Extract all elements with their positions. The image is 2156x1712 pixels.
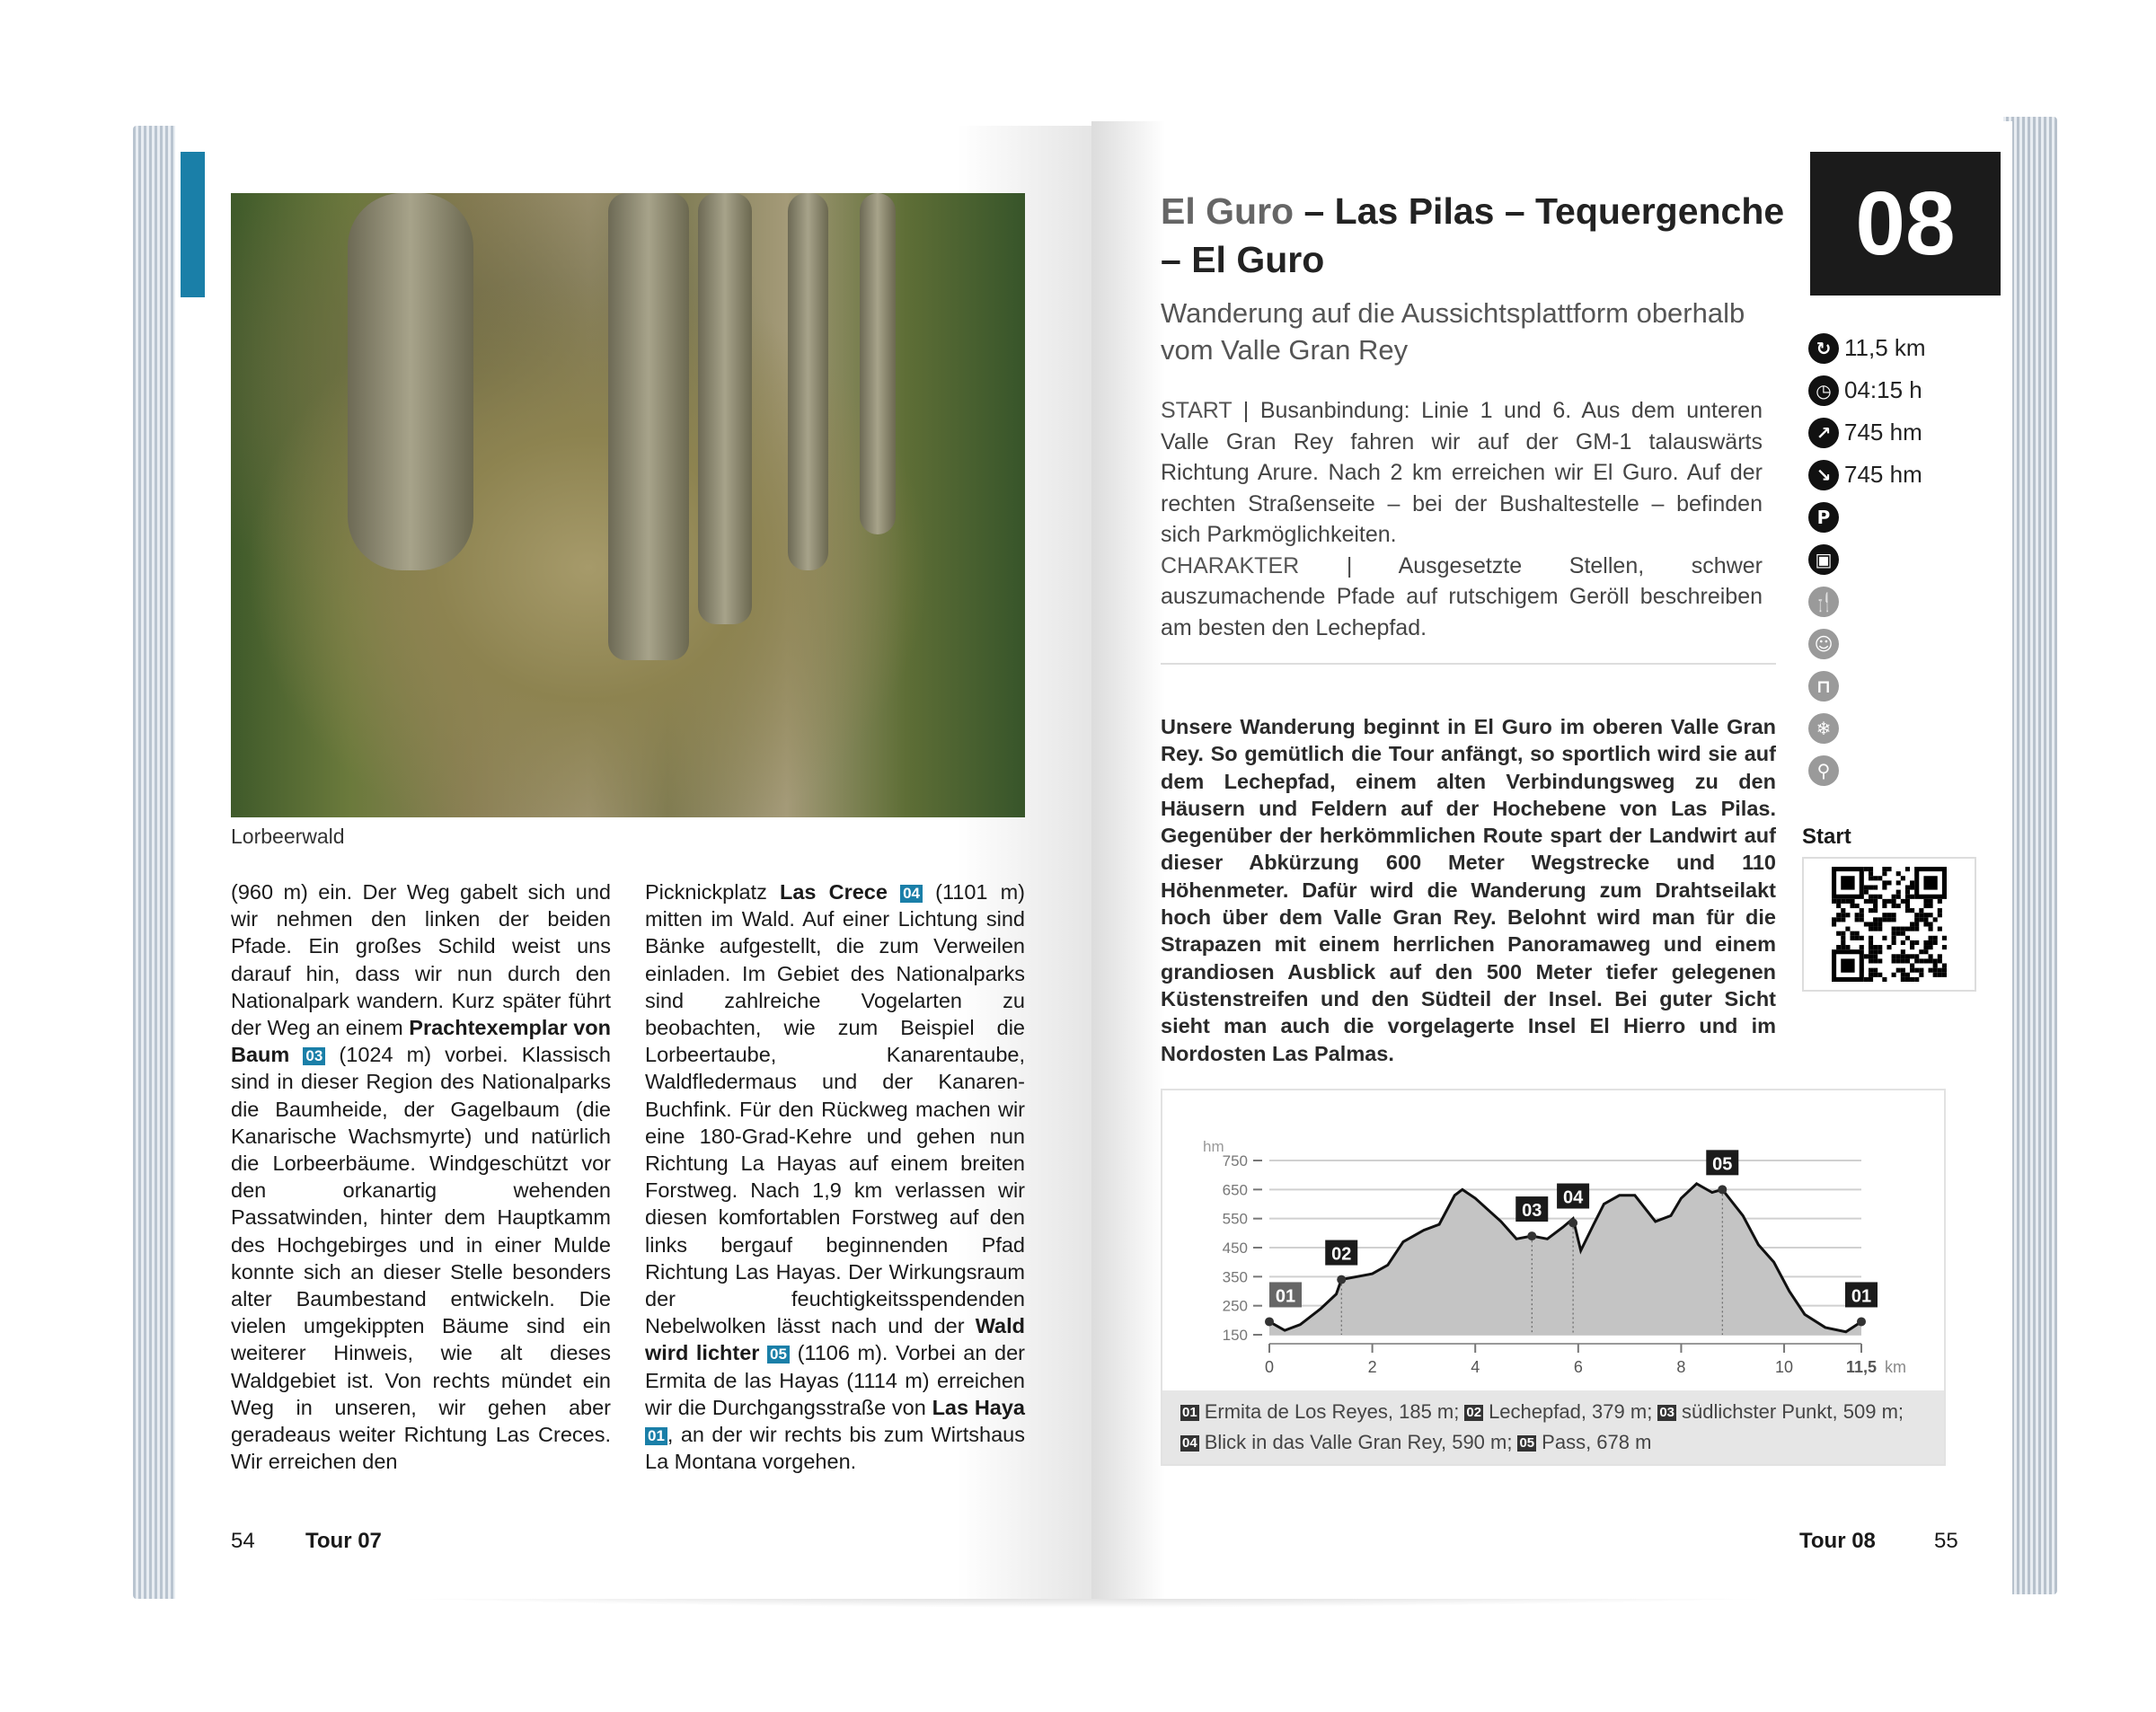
title-rest: – Las Pilas – Tequergenche – El Guro — [1161, 190, 1785, 280]
waypoint-tag: 03 — [303, 1047, 325, 1065]
text-run: (960 m) ein. Der Weg gabelt sich und wir nehmen den linken der beiden Pfade. Ein großes Schild weist uns darauf hin, dass wir nun durch den Nationalpark wandern. Kurz später führt der Weg an einem — [231, 880, 611, 1040]
waypoint-marker — [1857, 1317, 1866, 1326]
feature-row — [1808, 580, 1926, 622]
photo-caption: Lorbeerwald — [231, 825, 345, 848]
tree-trunk — [608, 193, 689, 660]
y-tick-label: 350 — [1222, 1268, 1248, 1286]
waypoint-label: 04 — [1562, 1187, 1584, 1208]
legend-tag: 02 — [1466, 1405, 1482, 1420]
y-axis-label: hm — [1203, 1138, 1224, 1155]
text-run: Picknickplatz — [645, 880, 780, 904]
restaurant-icon: 🍴 — [1808, 587, 1839, 617]
tour-title — [1161, 187, 1789, 284]
chapter-tab-marker — [181, 152, 205, 297]
waypoint-marker — [1568, 1219, 1577, 1228]
text-run: , an der wir rechts bis zum Wirtshaus La Montana vorgehen. — [645, 1423, 1025, 1474]
text-column-2 — [645, 878, 1025, 1475]
y-tick-label: 550 — [1222, 1210, 1248, 1228]
y-tick-label: 250 — [1222, 1297, 1248, 1315]
bold-text: Las Haya — [932, 1395, 1025, 1419]
kids-bear-icon: ☺ — [1808, 629, 1839, 659]
feature-row — [1808, 749, 1926, 791]
legend-text: südlichster Punkt, 509 m; — [1682, 1400, 1904, 1423]
waypoint-tag: 01 — [645, 1427, 667, 1445]
legend-text: Pass, 678 m — [1542, 1431, 1652, 1453]
tree-trunk — [348, 193, 473, 570]
legend-tag: 03 — [1659, 1405, 1674, 1420]
character-label: CHARAKTER — [1161, 552, 1300, 578]
legend-tag: 05 — [1519, 1435, 1535, 1451]
start-text: | Busanbindung: Linie 1 und 6. Aus dem unteren Valle Gran Rey fahren wir auf der GM-1 talauswärts Richtung Arure. Nach 2 km erreichen wir El Guro. Auf der rechten Straßenseite – bei der Bushaltestelle – befinden sich Parkmöglichkeiten. — [1161, 398, 1763, 547]
descent-icon: ↘ — [1808, 460, 1839, 490]
stat-duration — [1808, 369, 1926, 411]
running-head-right: Tour 08 — [1799, 1529, 1876, 1553]
legend-tag: 04 — [1182, 1435, 1197, 1451]
waypoint-tag: 05 — [767, 1346, 790, 1363]
x-tick-label: 6 — [1573, 1358, 1583, 1376]
tour-subtitle: Wanderung auf die Aussichtsplattform oberhalb vom Valle Gran Rey — [1161, 297, 1745, 366]
bold-text: Prachtexemplar von Baum — [231, 1016, 611, 1067]
page-number-left: 54 — [231, 1529, 255, 1553]
bike-icon: ⚲ — [1808, 755, 1839, 786]
tree-trunk — [788, 193, 828, 570]
parking-icon: P — [1808, 502, 1839, 533]
running-head-left: Tour 07 — [305, 1529, 382, 1553]
waypoint-marker — [1265, 1317, 1274, 1326]
y-tick-label: 150 — [1222, 1327, 1248, 1344]
feature-icons — [1808, 496, 1926, 791]
y-tick-label: 650 — [1222, 1181, 1248, 1199]
legend-tag: 01 — [1182, 1405, 1197, 1420]
text-run — [759, 1341, 767, 1364]
waypoint-marker — [1718, 1185, 1727, 1194]
text-run — [289, 1043, 303, 1066]
feature-row — [1808, 707, 1926, 749]
elevation-chart-svg — [1162, 1090, 1944, 1387]
x-tick-label: 2 — [1367, 1358, 1377, 1376]
x-tick-label: 8 — [1676, 1358, 1686, 1376]
feature-row — [1808, 496, 1926, 538]
x-tick-label: 4 — [1471, 1358, 1480, 1376]
page-number-right: 55 — [1934, 1529, 1958, 1553]
waypoint-label: 02 — [1331, 1244, 1352, 1265]
waypoint-label: 03 — [1522, 1201, 1542, 1222]
stat-value: 11,5 km — [1844, 334, 1926, 361]
x-axis-label: km — [1885, 1358, 1906, 1376]
elevation-profile-chart — [1161, 1089, 1946, 1466]
loop-icon: ↻ — [1808, 333, 1839, 364]
legend-text: Blick in das Valle Gran Rey, 590 m; — [1204, 1431, 1513, 1453]
bold-text: Las Crece — [779, 880, 888, 904]
tree-trunk — [860, 193, 896, 534]
waypoint-marker — [1337, 1275, 1346, 1284]
feature-row — [1808, 622, 1926, 665]
x-tick-label: 11,5 — [1845, 1358, 1878, 1376]
qr-pattern — [1832, 867, 1947, 982]
stat-ascent — [1808, 411, 1926, 454]
bold-text: Wald wird lichter — [645, 1314, 1025, 1365]
text-run: (1106 m). Vorbei an der Ermita de las Hayas (1114 m) erreichen wir die Durchgangsstraße von — [645, 1341, 1025, 1419]
text-run: (1024 m) vorbei. Klassisch sind in dieser Region des Nationalparks die Baumheide, der Gagelbaum (die Kanarische Wachsmyrte) und natürlich die Lorbeerbäume. Windgeschützt vor den orkanartig wehenden Passatwinden, hinter dem Hauptkamm des Hochgebirges und in einer Mulde konnte sich an dieser Stelle besonders alter Baumbestand entwickeln. Die vielen umgekippten Bäume sind ein weiterer Hinweis, wie alt dieses Waldgebiet ist. Von rechts mündet ein Weg in unseren, wir gehen aber geradeaus weiter Richtung Las Creces. Wir erreichen den — [231, 1043, 612, 1474]
tour-stats — [1808, 327, 1926, 791]
qr-code[interactable] — [1802, 857, 1976, 992]
stat-descent — [1808, 454, 1926, 496]
intro-paragraph: Unsere Wanderung beginnt in El Guro im oberen Valle Gran Rey. So gemütlich die Tour anfängt, so sportlich wird sie auf dem Lechepfad, einem alten Verbindungsweg zu den Häusern und Feldern auf der Hochebene von Las Pilas. Gegenüber der herkömmlichen Route spart der Landwirt auf dieser Abkürzung 600 Meter Wegstrecke und 110 Höhenmeter. Dafür wird die Wanderung zum Drahtseilakt hoch über dem Valle Gran Rey. Belohnt wird man für die Strapazen mit einem herrlichen Panoramaweg und einem grandiosen Ausblick auf den 500 Meter tiefer gelegenen Küstenstreifen und den Südteil der Insel. Bei guter Sicht sieht man auch die vorgelagerte Insel El Hierro und im Nordosten Las Palmas. — [1161, 715, 1776, 1065]
tree-trunk — [698, 193, 752, 624]
x-tick-label: 10 — [1775, 1358, 1794, 1376]
text-run: (1101 m) mitten im Wald. Auf einer Lichtung sind Bänke aufgestellt, die zum Verweilen einladen. Im Gebiet des Nationalparks sind zahlreiche Vogelarten zu beobachten, wie zum Beispiel die Lorbeertaube, Kanarentaube, Waldfledermaus und der Kanaren-Buchfink. Für den Rückweg machen wir eine 180-Grad-Kehre und gehen nun Richtung La Hayas auf einem breiten Forstweg. Nach 1,9 km verlassen wir diesen komfortablen Forstweg auf den links bergauf beginnenden Pfad Richtung Las Hayas. Der Wirkungsraum der feuchtigkeitsspendenden Nebelwolken lässt nach und der — [645, 880, 1026, 1338]
waypoint-tag: 04 — [900, 885, 923, 903]
cable-car-icon: ⊓ — [1808, 671, 1839, 702]
stat-value: 04:15 h — [1844, 376, 1922, 403]
waypoint-label: 01 — [1275, 1286, 1296, 1307]
tour-number-box: 08 — [1810, 152, 2001, 296]
waypoint-marker — [1527, 1231, 1536, 1240]
forest-photo — [231, 193, 1025, 817]
stat-distance — [1808, 327, 1926, 369]
winter-icon: ❄ — [1808, 713, 1839, 744]
waypoint-label: 01 — [1851, 1286, 1872, 1307]
chart-legend — [1162, 1390, 1944, 1464]
bus-icon: ▣ — [1808, 544, 1839, 575]
text-column-1 — [231, 878, 611, 1475]
start-info — [1161, 395, 1763, 643]
legend-text: Lechepfad, 379 m; — [1489, 1400, 1653, 1423]
legend-text: Ermita de Los Reyes, 185 m; — [1204, 1400, 1460, 1423]
y-tick-label: 450 — [1222, 1240, 1248, 1257]
feature-row — [1808, 538, 1926, 580]
feature-row — [1808, 665, 1926, 707]
title-start: El Guro — [1161, 190, 1294, 232]
waypoint-label: 05 — [1712, 1154, 1733, 1175]
stat-value: 745 hm — [1844, 461, 1922, 488]
x-tick-label: 0 — [1264, 1358, 1275, 1376]
qr-label: Start — [1802, 825, 1851, 849]
clock-icon: ◷ — [1808, 375, 1839, 406]
text-run — [888, 880, 900, 904]
ascent-icon: ↗ — [1808, 418, 1839, 448]
stat-value: 745 hm — [1844, 419, 1922, 446]
start-label: START — [1161, 398, 1233, 423]
divider — [1161, 663, 1776, 665]
y-tick-label: 750 — [1222, 1152, 1248, 1169]
character-text: | Ausgesetzte Stellen, schwer auszumachende Pfade auf rutschigem Geröll beschreiben am besten den Lechepfad. — [1161, 552, 1763, 640]
